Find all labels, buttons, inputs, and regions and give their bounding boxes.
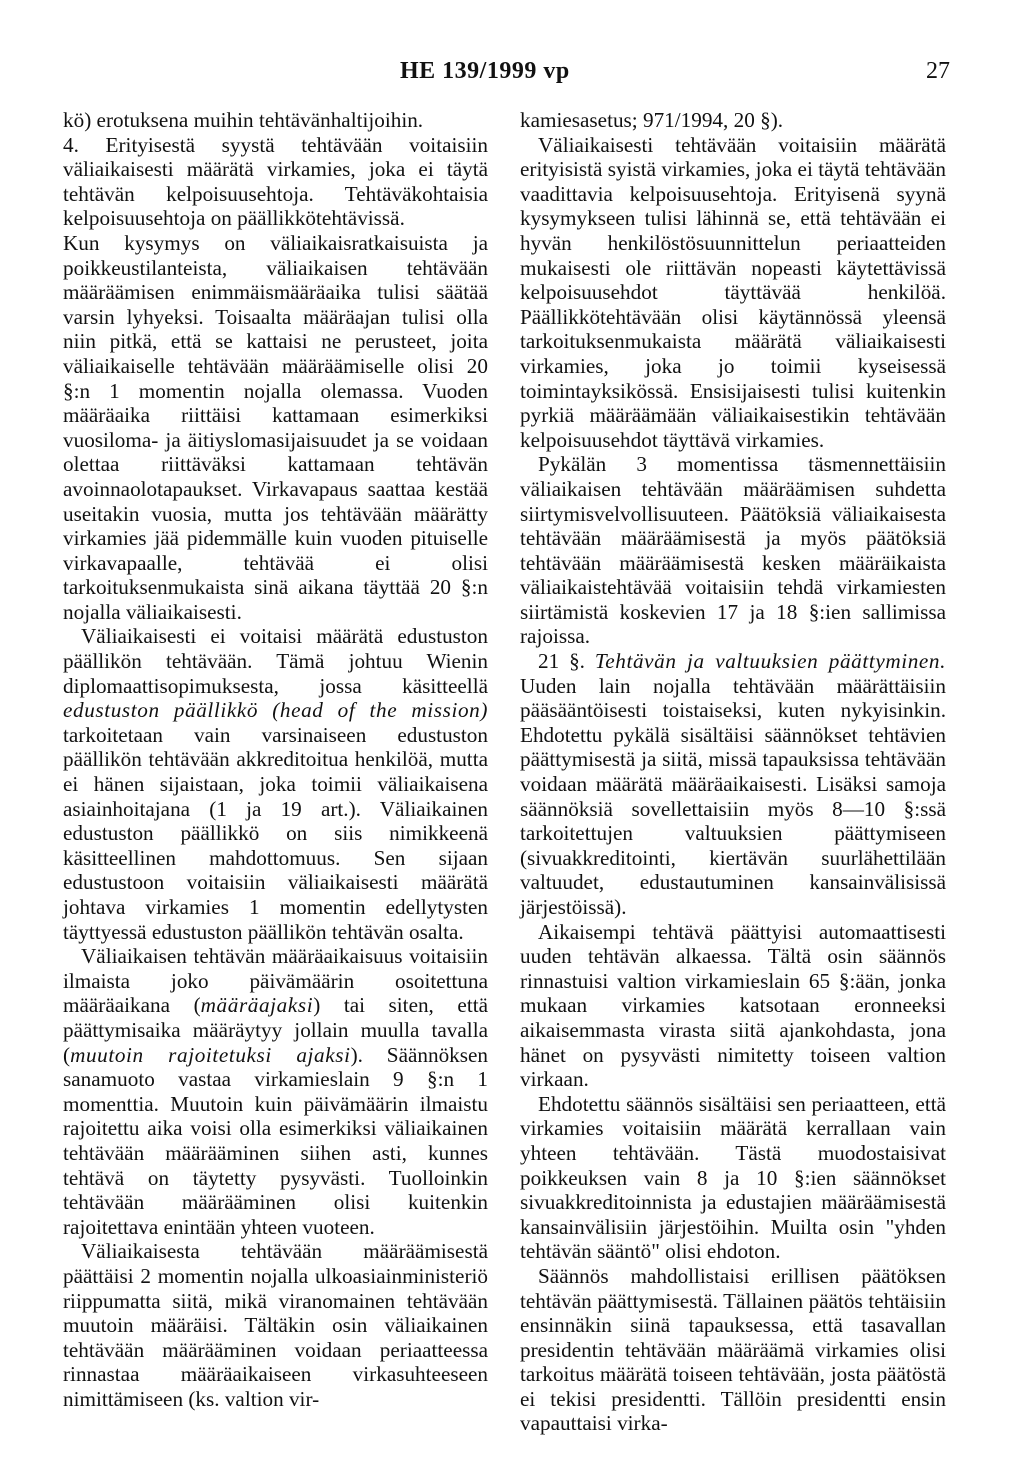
paragraph: Väliaikaisesta tehtävään määräämisestä päättäisi 2 momentin nojalla ulkoasiainministeriö riippumatta siitä, mikä viranomainen tehtävään muutoin määräisi. Tältäkin osin väliaikainen tehtävään määrääminen voidaan periaatteessa rinnastaa määräaikaiseen virkasuhteeseen nimittämiseen (ks. valtion vir-	[63, 1239, 488, 1411]
paragraph: Aikaisempi tehtävä päättyisi automaattisesti uuden tehtävän alkaessa. Tältä osin säännös rinnastuisi valtion virkamieslain 65 §:ään, jonka mukaan virkamies katsotaan eronneeksi aikaisemmasta virasta siitä ajankohdasta, jona hänet on pysyvästi nimitetty toiseen valtion virkaan.	[520, 919, 946, 1092]
paragraph: kamiesasetus; 971/1994, 20 §).	[520, 108, 784, 132]
paragraph: kö) erotuksena muihin tehtävänhaltijoihin.	[63, 108, 424, 132]
paragraph: Väliaikaisen tehtävän määräaikaisuus voitaisiin ilmaista joko päivämäärin osoitettuna määräaikana (määräajaksi) tai siten, että päättymisaika määräytyy jollain muulla tavalla (muutoin rajoitetuksi ajaksi). Säännöksen sanamuoto vastaa virkamieslain 9 §:n 1 momenttia. Muutoin kuin päivämäärin ilmaistu rajoitettu aika voisi olla esimerkiksi väliaikainen tehtävään määrääminen siihen asti, kunnes tehtävä on täytetty pysyvästi. Tuolloinkin tehtävään määrääminen olisi kuitenkin rajoitettava enintään yhteen vuoteen.	[63, 944, 489, 1239]
paragraph: Väliaikaisesti ei voitaisi määrätä edustuston päällikön tehtävään. Tämä johtuu Wienin diplomaattisopimuksesta, jossa käsitteellä edustuston päällikkö (head of the mission) tarkoitetaan vain varsinaiseen edustuston päällikön tehtävään akkreditoitua henkilöä, mutta ei hänen sijaistaan, joka toimii väliaikaisena asiainhoitajana (1 ja 19 art.). Väliaikainen edustuston päällikkö on siis nimikkeenä käsitteellinen mahdottomuus. Sen sijaan edustustoon voitaisiin väliaikaisesti määrätä johtava virkamies 1 momentin edellytysten täyttyessä edustuston päällikön tehtävän osalta.	[63, 624, 488, 944]
paragraph: Kun kysymys on väliaikaisratkaisuista ja poikkeustilanteista, väliaikaisen tehtävään määräämisen enimmäismääräaika tulisi säätää varsin lyhyeksi. Toisaalta määräajan tulisi olla niin pitkä, että se kattaisi ne perusteet, joita väliaikaiselle tehtävään määräämiselle olisi 20 §:n 1 momentin nojalla olemassa. Vuoden määräaika riittäisi kattamaan esimerkiksi vuosiloma- ja äitiyslomasijaisuudet ja se voidaan olettaa riittäväksi kattamaan tehtävän avoinnaolotapaukset. Virkavapaus saattaa kestää useitakin vuosia, mutta jos tehtävään määrätty virkamies jää pidemmälle kuin vuoden pituiselle virkavapaalle, tehtävää ei olisi tarkoituksenmukaista sinä aikana täyttää 20 §:n nojalla väliaikaisesti.	[63, 230, 488, 624]
right-column	[520, 108, 946, 1436]
italic-term: edustuston päällikkö (head of the mission)	[63, 698, 488, 723]
paragraph: Ehdotettu säännös sisältäisi sen periaatteen, että virkamies voitaisiin määrätä kerrallaan vain yhteen tehtävään. Tästä muodostaisivat poikkeuksen vain 8 ja 10 §:ien säännökset sivuakkreditoinnista ja edustajien määräämisestä kansainvälisiin järjestöihin. Muilta osin "yhden tehtävän sääntö" olisi ehdoton.	[520, 1091, 946, 1264]
page-header	[0, 58, 1024, 88]
paragraph: Väliaikaisesti tehtävään voitaisiin määrätä erityisistä syistä virkamies, joka ei täytä tehtävään vaadittavia kelpoisuusehtoja. Erityisenä syynä kysymykseen tulisi lähinnä se, että tehtävään ei hyvän henkilöstösuunnittelun periaatteiden mukaisesti ole riittävän nopeasti käytettävissä kelpoisuusehdot täyttävää henkilöä. Päällikkötehtävään olisi käytännössä yleensä tarkoituksenmukaista määrätä väliaikaisesti virkamies, joka jo toimii kyseisessä toimintayksikössä. Ensisijaisesti tulisi kuitenkin pyrkiä määräämään väliaikaisestikin tehtävään kelpoisuusehdot täyttävä virkamies.	[520, 132, 946, 452]
document-title: HE 139/1999 vp	[400, 58, 570, 84]
page-number: 27	[926, 58, 950, 84]
paragraph: Säännös mahdollistaisi erillisen päätöksen tehtävän päättymisestä. Tällainen päätös tehtäisiin ensinnäkin siinä tapauksessa, että tasavallan presidentin tehtävään määräämä virkamies olisi tarkoitus määrätä toiseen tehtävään, josta päätöstä ei tekisi presidentti. Tällöin presidentti ensin vapauttaisi virka-	[520, 1263, 946, 1436]
italic-term: muutoin rajoitetuksi ajaksi	[70, 1042, 351, 1067]
left-column	[63, 108, 488, 1411]
section-heading: Tehtävän ja valtuuksien päättyminen.	[594, 649, 947, 674]
italic-term: määräajaksi	[200, 993, 314, 1018]
paragraph: 21 §. Tehtävän ja valtuuksien päättyminen. Uuden lain nojalla tehtävään määrättäisiin pääsääntöisesti toistaiseksi, kuten nykyisinkin. Ehdotettu pykälä sisältäisi säännökset tehtävien päättymisestä ja siitä, missä tapauksissa tehtävään voidaan määrätä määräaikaisesti. Lisäksi samoja säännöksiä sovellettaisiin myös 8—10 §:ssä tarkoitettujen valtuuksien päättymiseen (sivuakkreditointi, kiertävän suurlähettilään valtuudet, edustautuminen kansainvälisissä järjestöissä).	[520, 649, 947, 919]
paragraph: Pykälän 3 momentissa täsmennettäisiin väliaikaisen tehtävään määräämisen suhdetta siirtymisvelvollisuuteen. Päätöksiä väliaikaisesta tehtävään määräämisestä ja myös päätöksiä tehtävään määräämisestä kesken määräikaista väliaikaistehtävää voitaisiin tehdä virkamiesten siirtämistä koskevien 17 ja 18 §:ien sallimissa rajoissa.	[520, 452, 946, 649]
paragraph: 4. Erityisestä syystä tehtävään voitaisiin väliaikaisesti määrätä virkamies, joka ei täytä tehtävän kelpoisuusehtoja. Tehtäväkohtaisia kelpoisuusehtoja on päällikkötehtävissä.	[63, 132, 488, 231]
